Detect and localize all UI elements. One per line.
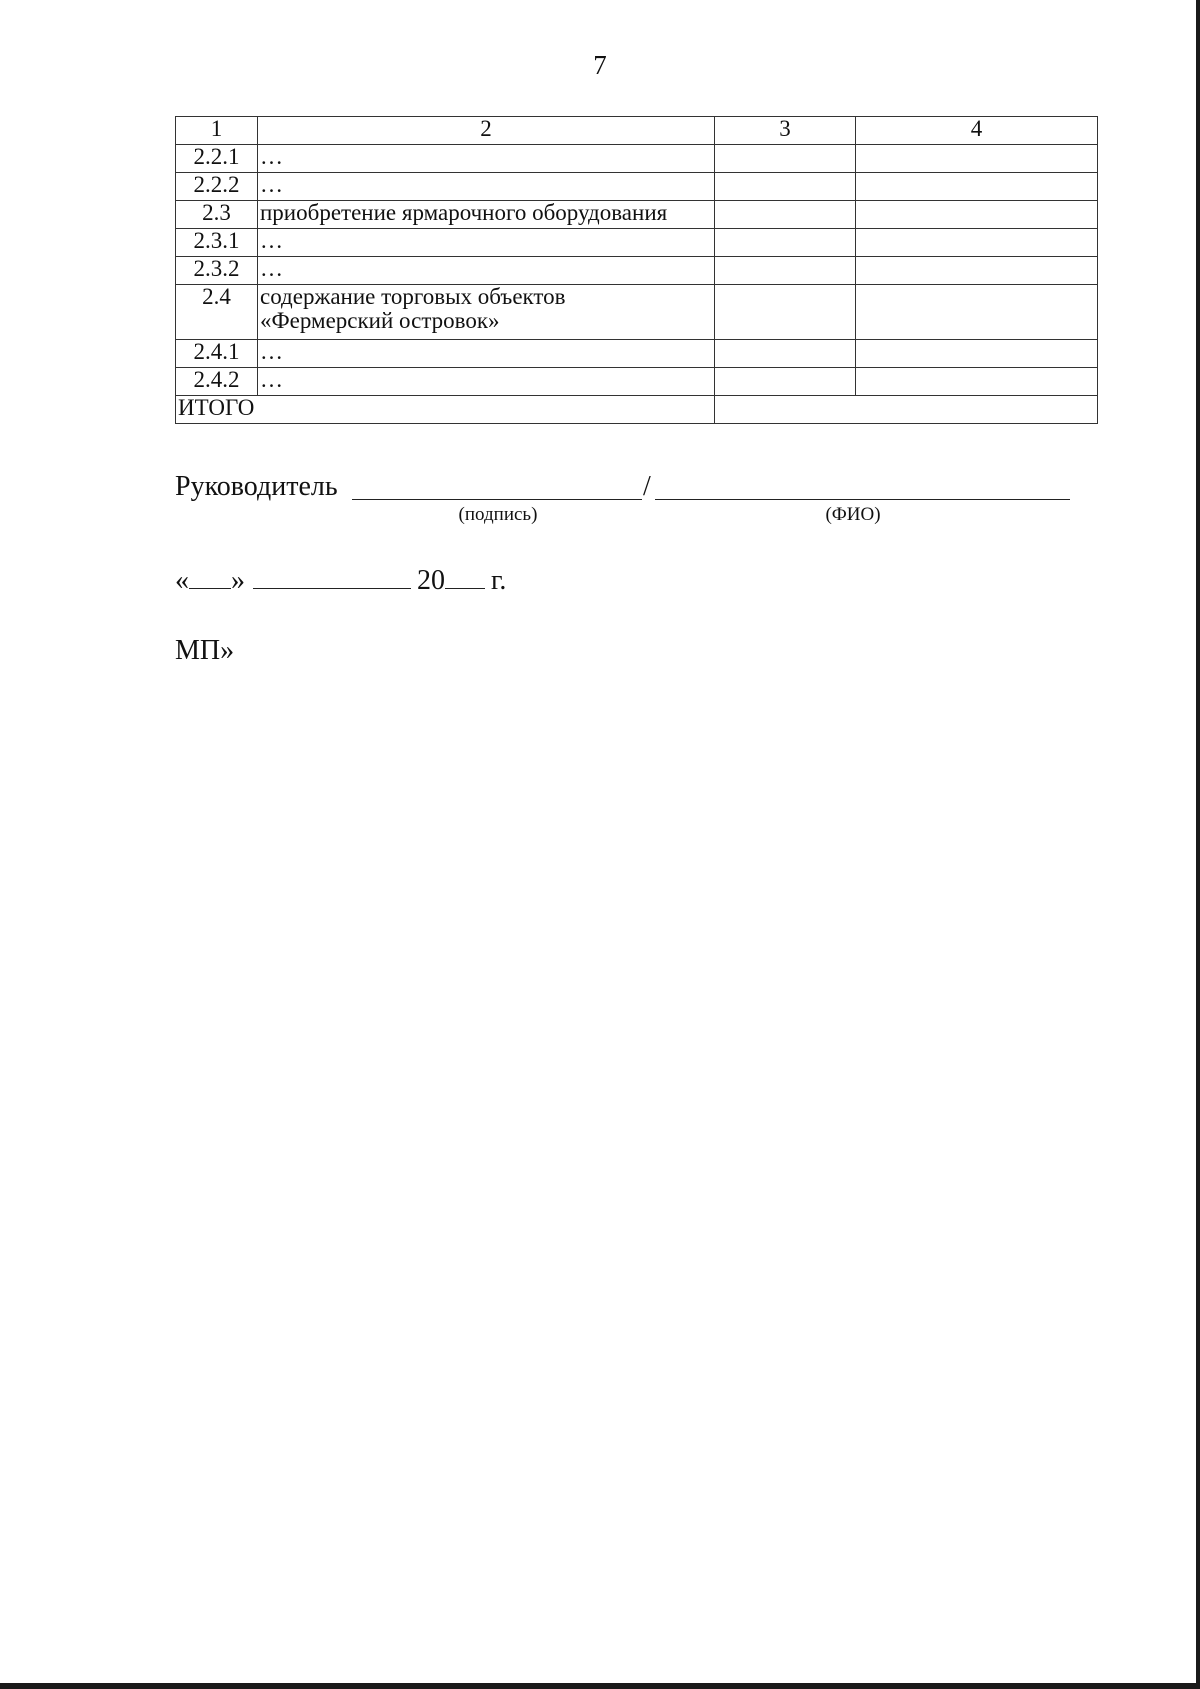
full-name-line bbox=[655, 499, 1070, 500]
row-name-cell: … bbox=[258, 173, 715, 201]
row-name-cell: приобретение ярмарочного оборудования bbox=[258, 201, 715, 229]
row-name-line: «Фермерский островок» bbox=[260, 308, 500, 333]
signature-line bbox=[352, 499, 642, 500]
row-value-cell bbox=[715, 257, 856, 285]
row-number-cell: 2.4.1 bbox=[176, 340, 258, 368]
row-value-cell bbox=[715, 285, 856, 340]
row-name-cell: … bbox=[258, 340, 715, 368]
month-blank bbox=[253, 562, 411, 589]
row-value-cell bbox=[856, 145, 1098, 173]
row-value-cell bbox=[856, 340, 1098, 368]
day-blank bbox=[189, 562, 231, 589]
date-open-quote: « bbox=[175, 565, 189, 596]
total-row bbox=[176, 396, 1098, 424]
header-cell: 2 bbox=[258, 117, 715, 145]
row-number-cell: 2.3.2 bbox=[176, 257, 258, 285]
row-number-cell: 2.4 bbox=[176, 285, 258, 340]
row-number-cell: 2.3 bbox=[176, 201, 258, 229]
signature-separator: / bbox=[643, 471, 651, 502]
date-line bbox=[175, 562, 506, 598]
header-cell: 3 bbox=[715, 117, 856, 145]
date-year-suffix: г. bbox=[491, 565, 507, 596]
row-value-cell bbox=[856, 229, 1098, 257]
row-name-cell bbox=[258, 285, 715, 340]
row-name-cell: … bbox=[258, 257, 715, 285]
page-number: 7 bbox=[593, 50, 607, 80]
row-name-line: содержание торговых объектов bbox=[260, 284, 566, 309]
table-header-row bbox=[176, 117, 1098, 145]
table-row bbox=[176, 201, 1098, 229]
row-value-cell bbox=[715, 368, 856, 396]
date-close-quote: » bbox=[231, 565, 245, 596]
row-value-cell bbox=[715, 340, 856, 368]
signature-label: Руководитель bbox=[175, 471, 338, 502]
row-value-cell bbox=[856, 173, 1098, 201]
row-name-cell: … bbox=[258, 368, 715, 396]
row-value-cell bbox=[856, 201, 1098, 229]
budget-table bbox=[175, 116, 1098, 424]
total-label: ИТОГО bbox=[176, 396, 715, 424]
table-row bbox=[176, 285, 1098, 340]
table-row bbox=[176, 145, 1098, 173]
table-row bbox=[176, 257, 1098, 285]
row-number-cell: 2.2.1 bbox=[176, 145, 258, 173]
signature-block bbox=[175, 470, 1095, 530]
row-value-cell bbox=[856, 285, 1098, 340]
row-value-cell bbox=[856, 368, 1098, 396]
total-value-cell bbox=[715, 396, 1098, 424]
row-number-cell: 2.4.2 bbox=[176, 368, 258, 396]
table-row bbox=[176, 368, 1098, 396]
header-cell: 1 bbox=[176, 117, 258, 145]
row-value-cell bbox=[715, 145, 856, 173]
table-row bbox=[176, 340, 1098, 368]
row-value-cell bbox=[856, 257, 1098, 285]
row-number-cell: 2.3.1 bbox=[176, 229, 258, 257]
row-value-cell bbox=[715, 201, 856, 229]
full-name-caption: (ФИО) bbox=[825, 504, 881, 525]
row-value-cell bbox=[715, 173, 856, 201]
row-name-cell: … bbox=[258, 145, 715, 173]
year-blank bbox=[445, 562, 485, 589]
table-row bbox=[176, 229, 1098, 257]
date-century: 20 bbox=[417, 565, 445, 596]
row-value-cell bbox=[715, 229, 856, 257]
row-name-cell: … bbox=[258, 229, 715, 257]
signature-caption: (подпись) bbox=[458, 504, 538, 525]
table-row bbox=[176, 173, 1098, 201]
stamp-placeholder: МП» bbox=[175, 635, 235, 666]
header-cell: 4 bbox=[856, 117, 1098, 145]
row-number-cell: 2.2.2 bbox=[176, 173, 258, 201]
